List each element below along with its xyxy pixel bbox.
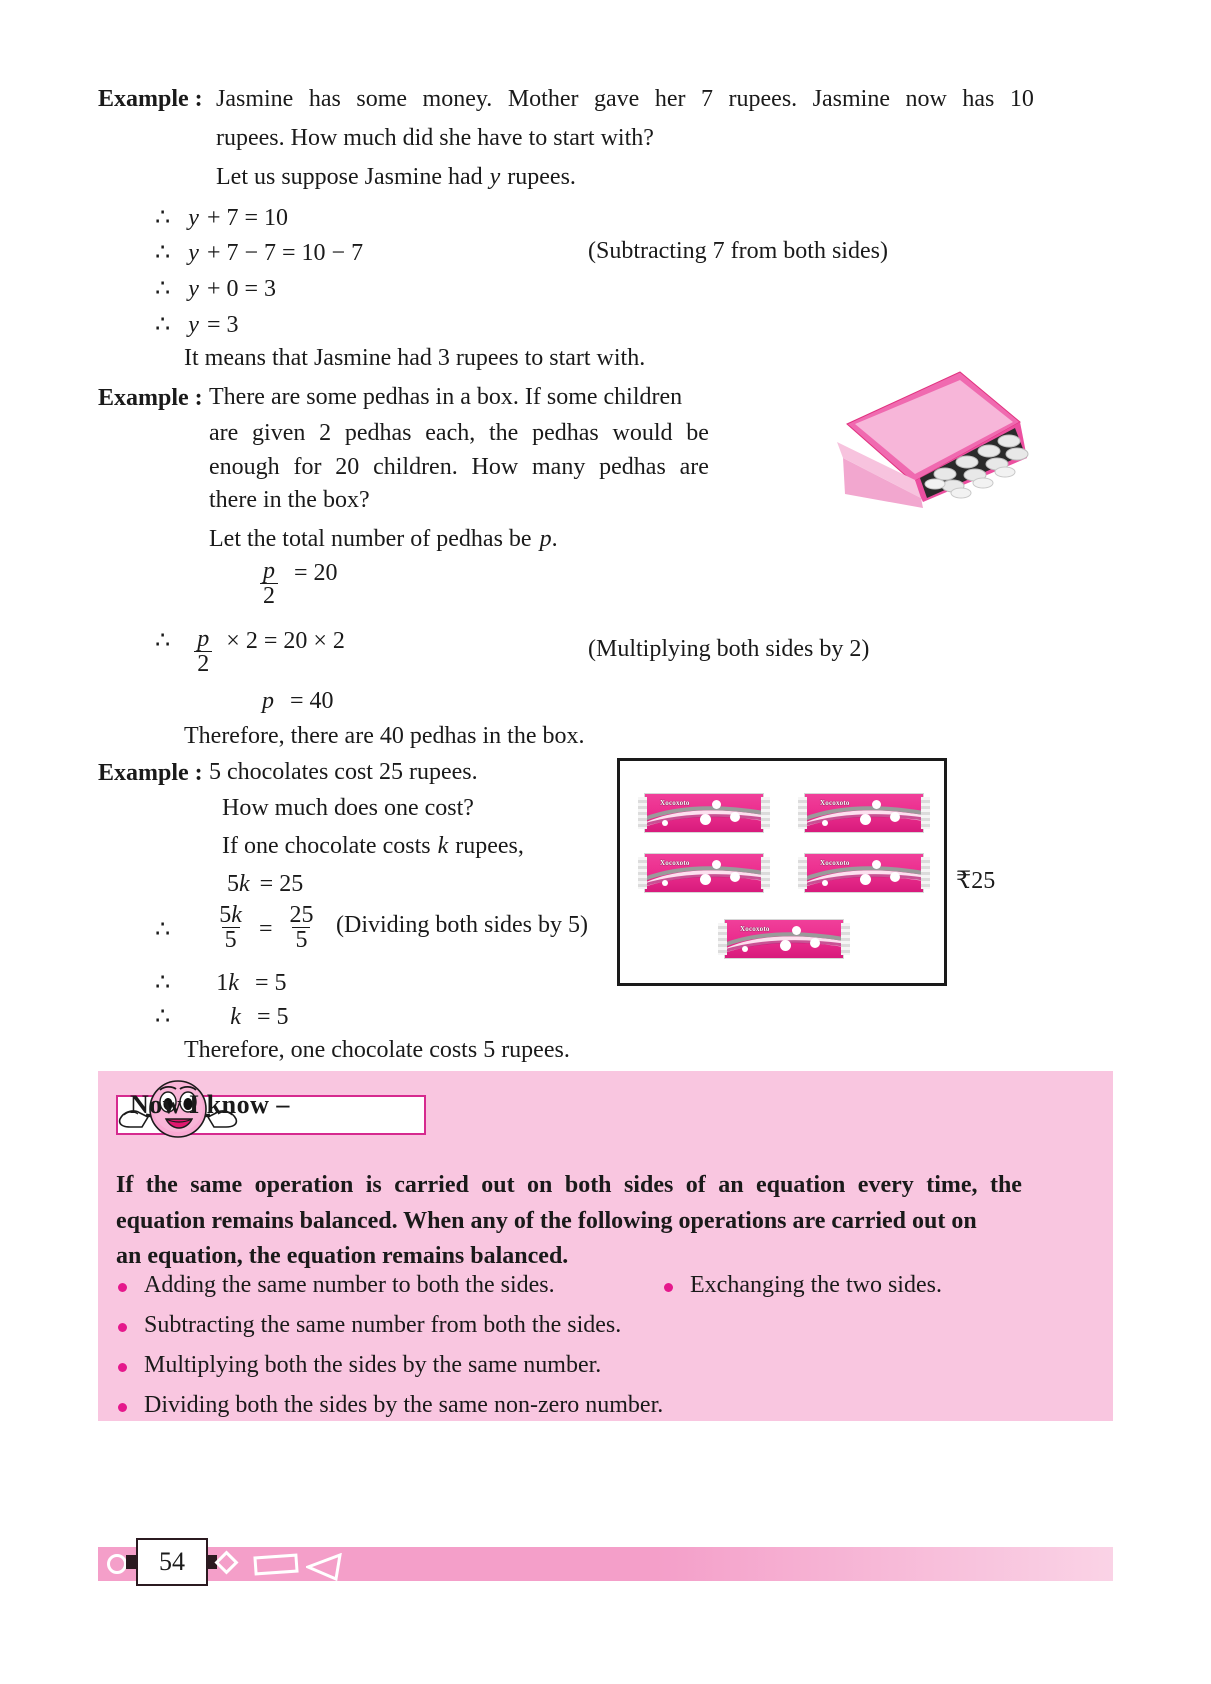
example3-equation-2-note: (Dividing both sides by 5) [336,912,588,938]
example3-equation-2: ∴ $\frac{5k}{5}$ = $\frac{25}{5}$ [155,905,318,954]
chocolate-bar [798,793,930,833]
example3-equation-4: ∴ k = 5 [155,1004,289,1030]
chocolate-bar [638,793,770,833]
example1-label: Example : [98,86,203,112]
example2-label: Example : [98,385,203,411]
variable-y: y [188,312,199,338]
chocolate-brand-label: Xocoxoto [660,859,690,867]
variable-p: p [262,688,274,714]
list-item: Multiplying both the sides by the same number. [144,1352,602,1378]
list-item: Exchanging the two sides. [690,1272,942,1298]
example2-equation-1: $\frac{p}{2}$ = 20 [258,560,338,610]
example3-label: Example : [98,760,203,786]
example1-line2: rupees. How much did she have to start with? [216,125,654,151]
variable-k: k [239,871,250,897]
example2-let-line: Let the total number of pedhas be p . [209,526,558,552]
variable-y: y [489,164,501,190]
example2-equation-2-note: (Multiplying both sides by 2) [588,636,870,662]
circle-shape-icon [107,1554,127,1574]
example2-line4: there in the box? [209,487,370,513]
example1-conclusion: It means that Jasmine had 3 rupees to start with. [184,345,646,371]
example1-step-3: ∴ y + 0 = 3 [155,276,277,302]
example2-line2: are given 2 pedhas each, the pedhas would be [209,420,709,446]
example3-equation-1: 5 k = 25 [227,871,304,897]
example3-conclusion: Therefore, one chocolate costs 5 rupees. [184,1037,570,1063]
list-item: Adding the same number to both the sides. [144,1272,555,1298]
variable-p: p [263,558,275,584]
example2-line3: enough for 20 children. How many pedhas are [209,454,709,480]
variable-p: p [539,526,552,552]
chocolate-brand-label: Xocoxoto [820,799,850,807]
variable-y: y [188,276,199,302]
chocolates-illustration-panel [617,758,947,986]
chocolates-price-label: ₹25 [956,868,996,894]
variable-k: k [230,1004,241,1030]
list-item: Dividing both the sides by the same non-zero number. [144,1392,664,1418]
variable-k: k [231,902,242,928]
example2-line1: There are some pedhas in a box. If some children [209,384,683,410]
example1-line3: Let us suppose Jasmine had y rupees. [216,164,576,190]
variable-y: y [188,240,199,266]
variable-y: y [188,205,199,231]
example2-conclusion: Therefore, there are 40 pedhas in the box. [184,723,585,749]
page-number: 54 [136,1538,208,1586]
chocolate-bar [798,853,930,893]
footer-bar [98,1547,1113,1581]
example1-step-1: ∴ y + 7 = 10 [155,205,289,231]
list-item: Subtracting the same number from both the sides. [144,1312,622,1338]
chocolate-bar [638,853,770,893]
example1-step-2: ∴ y + 7 − 7 = 10 − 7 [155,240,364,266]
chocolate-brand-label: Xocoxoto [820,859,850,867]
example2-equation-2: ∴ $\frac{p}{2}$ × 2 = 20 × 2 [155,626,345,677]
variable-p: p [197,626,210,652]
example3-equation-3: ∴ 1 k = 5 [155,970,287,996]
chocolate-brand-label: Xocoxoto [660,799,690,807]
rectangle-shape-icon [253,1553,298,1575]
fraction-5k-over-5: $\frac{5k}{5}$ [219,902,242,953]
fraction-p-over-2: $\frac{p}{2}$ [260,559,278,608]
variable-k: k [228,970,239,996]
example3-line1: 5 chocolates cost 25 rupees. [209,759,478,785]
fraction-25-over-5: $\frac{25}{5}$ [289,902,314,953]
example1-line1: Jasmine has some money. Mother gave her 7 rupees. Jasmine now has 10 [216,86,1034,112]
chocolate-brand-label: Xocoxoto [740,925,770,933]
paragraph-line-3: an equation, the equation remains balanced. [116,1243,569,1270]
paragraph-line-2: equation remains balanced. When any of the following operations are carried out on [116,1207,977,1234]
example1-step-2-note: (Subtracting 7 from both sides) [588,238,888,264]
paragraph-line-1: If the same operation is carried out on both sides of an equation every time, the [116,1172,1022,1198]
now-i-know-heading: Now I know – [130,1090,290,1119]
example1-step-4: ∴ y = 3 [155,312,239,338]
example3-line2: How much does one cost? [222,795,474,821]
chocolate-bar [718,919,850,959]
fraction-p-over-2: $\frac{p}{2}$ [194,627,212,676]
example3-line3: If one chocolate costs k rupees, [222,833,524,859]
now-i-know-paragraph [116,1168,1022,1275]
pedha-box-illustration [775,362,1035,512]
example2-equation-3: p = 40 [262,688,334,714]
variable-k: k [437,833,449,859]
